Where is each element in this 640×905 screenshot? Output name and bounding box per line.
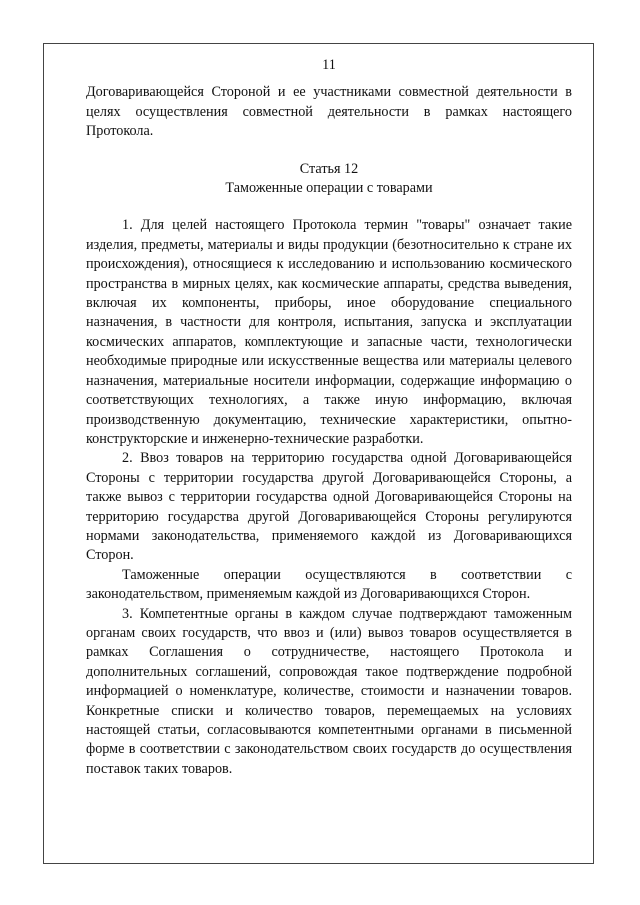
article-number: Статья 12 [299, 160, 359, 177]
article-title: Таможенные операции с товарами [225, 180, 433, 197]
paragraph-2: 2. Ввоз товаров на территорию государства одной Договаривающейся Стороны с территории государства другой Договаривающейся Стороны, а также вывоз с территории государства одной Договаривающейся Стороны на территорию государства другой Договаривающейся Стороны регулируются нормами законодательства, применяемого каждой из Договаривающихся Сторон. [86, 450, 572, 564]
page-number: 11 [322, 57, 336, 73]
paragraph-customs-operations: Таможенные операции осуществляются в соответствии с законодательством, применяемым каждой из Договаривающихся Сторон. [86, 566, 572, 603]
page-content [86, 56, 572, 779]
paragraph-1: 1. Для целей настоящего Протокола термин "товары" означает такие изделия, предметы, материалы и виды продукции (безотносительно к стране их происхождения), относящиеся к исследованию и использованию космического пространства в мирных целях, как космические аппараты, средства выведения, включая их компоненты, приборы, иное оборудование специального назначения, в частности для контроля, испытания, запуска и эксплуатации космических аппаратов, комплектующие и запасные части, технологически необходимые природные или искусственные вещества или материалы целевого назначения, материальные носители информации, содержащие информацию о соответствующих технологиях, а также иную информацию, включая производственную документацию, технические характеристики, опытно-конструкторские и инженерно-технические разработки. [86, 217, 572, 447]
paragraph-3: 3. Компетентные органы в каждом случае подтверждают таможенным органам своих государств, что ввоз и (или) вывоз товаров осуществляется в рамках Соглашения о сотрудничестве, настоящего Протокола и дополнительных соглашений, сопровождая такое подтверждение подробной информацией о номенклатуре, количестве, стоимости и назначении товаров. Конкретные списки и количество товаров, перемещаемых на условиях настоящей статьи, согласовываются компетентными органами в письменной форме в соответствии с законодательством своих государств до осуществления поставок таких товаров. [86, 605, 572, 777]
continuation-paragraph: Договаривающейся Стороной и ее участниками совместной деятельности в целях осуществления совместной деятельности в рамках настоящего Протокола. [86, 84, 572, 140]
article-heading [86, 160, 572, 199]
